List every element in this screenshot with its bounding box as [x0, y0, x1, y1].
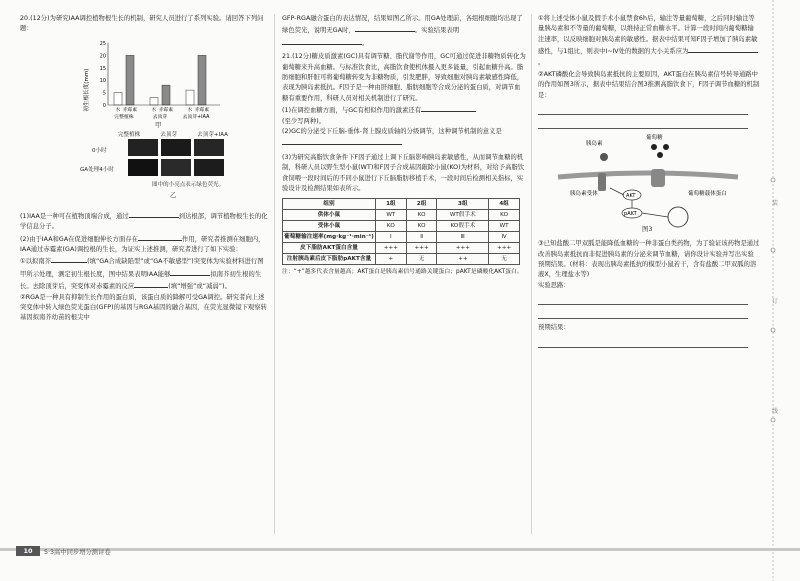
x-sub-label: 水 [115, 107, 121, 113]
diagram-label: 胰岛素 [586, 141, 603, 148]
bar-chart [80, 35, 230, 130]
table-cell: KO [489, 209, 520, 220]
answer-blank[interactable] [282, 37, 362, 45]
table-cell: +++ [406, 242, 437, 253]
q21-heading-text: 21.(12分)糖皮质激素(GC)具有调节糖、脂代谢等作用，GC可通过促进非糖物质转化为葡萄糖来升高血糖。与标准饮食比，高脂饮食使机体摄入更多能量，引起血糖升高。脂肪细胞和肝脏可将葡萄糖转变为非糖物质，引发肥胖，导致细胞对胰岛素敏感性降低，表现为胰岛素抵抗。F因子是一种由肝细胞、脂肪细胞等合成分泌的蛋白质，对调节血糖有重要作用，科研人员对相关机制进行了研究。 [282, 53, 526, 102]
fig-b-caption: 图中的小亮点表示绿色荧光。 [152, 181, 225, 188]
q21-heading [282, 52, 526, 104]
table-cell: KO [376, 220, 407, 231]
table-cell: KO [406, 209, 437, 220]
table-header-cell: 1组 [376, 198, 407, 209]
answer-blank[interactable] [282, 137, 402, 145]
fig-b-row-label: 0小时 [92, 147, 107, 154]
table-cell: WT [489, 220, 520, 231]
table-header-cell: 4组 [489, 198, 520, 209]
y-tick-label: 10 [99, 79, 106, 85]
answer-blank[interactable] [688, 45, 758, 53]
signaling-diagram [538, 133, 760, 233]
experiment-table [282, 198, 520, 265]
q20-p2b: 作用，研究者推测在细胞内，IAA通过赤霉素(GA)调控根的生长，为证实上述推测，研究者进行了如下实验： [20, 235, 265, 254]
edge-char: 线 [772, 408, 779, 415]
figure-a [20, 35, 268, 130]
q21-p6: ③已知盐酸二甲双胍是能降低血糖的一种非蛋白类药物，为了验证该药物是通过改善胰岛素抵抗而非促进胰岛素的分泌来调节血糖，请你设计实验并写出实验预期结果。(材料：表现出胰岛素抵抗的模型小鼠若干，含有盐酸二甲双胍的溶液X，生理盐水等) [538, 240, 760, 279]
vesicle [668, 207, 688, 227]
table-cell: +++ [376, 242, 407, 253]
q20-p1b: 到达根部，调节植物根生长的化学信息分子。 [20, 212, 268, 231]
y-tick-label: 0 [102, 103, 106, 109]
q21-p2a: (2)GC的分泌受下丘脑-垂体-肾上腺皮质轴的分级调节，这种调节机制的意义是 [282, 128, 502, 136]
table-cell: KO [406, 220, 437, 231]
q20-p5b: 。实验结果表明 [414, 27, 460, 35]
figure-3 [538, 133, 760, 233]
bar [114, 92, 122, 104]
table-row [283, 231, 520, 242]
x-category-label: 去顶芽 [152, 114, 168, 120]
y-tick-label: 25 [99, 41, 106, 47]
diagram-label: 胰岛素受体 [570, 191, 598, 198]
table-cell: Ⅳ [489, 231, 520, 242]
table-cell: + [376, 253, 407, 264]
table-header-cell: 组别 [283, 198, 376, 209]
fig-b-col-label: 去顶芽+IAA [197, 131, 228, 138]
table-cell: Ⅰ [376, 231, 407, 242]
x-sub-label: 赤霉素 [159, 107, 173, 113]
bar [126, 55, 134, 105]
q21-p1b: (至少写两种)。 [282, 117, 326, 125]
table-cell: Ⅲ [437, 231, 489, 242]
answer-line[interactable] [538, 115, 748, 129]
q21-p5: ②AKT磷酸化会导致胰岛素抵抗的主要原因，AKT蛋白在胰岛素信号转导通路中的作用如图3所示，据表中结果结合图3推测高脂饮食下，F因子调节血糖的机制是： [538, 71, 760, 99]
q20-p3d: (填“增强”或“减弱”)。 [168, 283, 231, 291]
answer-blank[interactable] [170, 268, 210, 276]
glucose-molecule [663, 144, 669, 150]
pathway-arrow [610, 188, 668, 217]
y-tick-label: 5 [102, 91, 106, 97]
table-cell: 皮下脂肪AKT蛋白含量 [283, 242, 376, 253]
diagram-label: 葡萄糖 [646, 135, 663, 142]
q21-p4: ①将上述受体小鼠及假手术小鼠禁食6h后，输注等量葡萄糖，之后同时输注等量胰岛素和不等量的葡萄糖，以维持正常血糖水平。计算一段时间内葡萄糖输注速率，以反映细胞对胰岛素的敏感性。据表中结果可知F因子增加了胰岛素敏感性，与1组比，则表中Ⅰ~Ⅳ处的数据的大小关系应为 [538, 15, 758, 56]
answer-blank[interactable] [138, 233, 182, 241]
table-cell: KO假手术 [437, 220, 489, 231]
cell-membrane [558, 173, 738, 177]
table-cell: +++ [489, 242, 520, 253]
q21-p3: (3)为研究高脂饮食条件下F因子通过上调下丘脑影响胰岛素敏感性，从而调节血糖的机制，科研人员以野生型小鼠(WT)和F因子合成基因敲除小鼠(KO)为材料，对给予高脂饮食饲喂一段时间后的不同小鼠进行下丘脑脂肪移植手术，一段时间后检测相关指标，实验设计及检测结果如表所示。 [282, 153, 525, 193]
y-tick-label: 20 [99, 54, 106, 60]
glucose-molecule [657, 152, 663, 158]
x-category-label: 完整植株 [114, 114, 134, 120]
q20-p1a: (1)IAA是一种可在植物顶端合成，通过 [20, 212, 129, 220]
glucose-molecule [651, 144, 657, 150]
table-header-cell: 2组 [406, 198, 437, 209]
x-sub-label: 水 [151, 107, 157, 113]
q20-p5: GFP-RGA融合蛋白的表达情况，结果如图乙所示。用GA处理前，各组根细胞均出现了绿色荧光，说明无GA时， [282, 15, 523, 35]
table-cell: +++ [437, 242, 489, 253]
q20-p3a: ①以拟南芥 [20, 258, 52, 266]
table-cell: 无 [406, 253, 437, 264]
figure-3-caption: 图3 [642, 226, 653, 234]
idea-label: 实验思路： [538, 281, 570, 289]
column-divider [531, 14, 532, 534]
micrograph [128, 139, 158, 156]
table-header-cell: 3组 [437, 198, 489, 209]
footer-bar [0, 544, 800, 558]
expect-label: 预期结果： [538, 324, 570, 332]
answer-line[interactable] [538, 291, 748, 305]
insulin-receptor [598, 173, 606, 191]
figure-b-label: 乙 [170, 191, 177, 199]
table-cell: WT [376, 209, 407, 220]
bar [186, 90, 194, 105]
question-20 [20, 14, 268, 324]
diagram-label: pAKT [624, 211, 637, 218]
q21-p1a: (1)在调控血糖方面，与GC有相似作用的激素还有 [282, 107, 422, 115]
micrograph [194, 159, 224, 176]
bar [198, 55, 206, 105]
diagram-label: AKT [626, 193, 636, 200]
diagram-label: 葡萄糖载体蛋白 [688, 191, 727, 198]
table-cell: 葡萄糖输注速率(mg·kg⁻¹·min⁻¹) [283, 231, 376, 242]
answer-blank[interactable] [355, 24, 415, 32]
fig-b-col-label: 去顶芽 [160, 131, 178, 138]
answer-blank[interactable] [129, 210, 179, 218]
q20-p3b: (填“GA合成缺陷型”或“GA不敏感型”)突变体为实验材料进行图甲所示处理，测定初生根长度，图中结果表明IAA能够 [20, 258, 264, 278]
page-number: 10 [16, 546, 40, 556]
edge-char: 订 [772, 298, 779, 305]
answer-line[interactable] [538, 101, 748, 115]
bar [162, 85, 170, 105]
q20-heading: 20.(12分)为研究IAA调控植物根生长的机制，研究人员进行了系列实验。请回答下列问题： [20, 15, 264, 33]
answer-blank[interactable] [134, 280, 168, 288]
table-row [283, 242, 520, 253]
table-note: 注：“+”越多代表含量越高；AKT蛋白是胰岛素信号通路关键蛋白；pAKT是磷酸化AKT蛋白。 [282, 268, 523, 275]
fig-b-col-label: 完整植株 [118, 131, 141, 138]
x-sub-label: 赤霉素 [123, 107, 137, 113]
q20-p3c: 拟南芥初生根的生长。去除顶芽后，突变体对赤霉素的反应 [20, 270, 262, 291]
table-cell: 供体小鼠 [283, 209, 376, 220]
table-cell: WT假手术 [437, 209, 489, 220]
chart-ylabel: 初生根长度(mm) [84, 68, 90, 112]
micrograph [128, 159, 158, 176]
table-cell: 注射胰岛素后皮下脂肪pAKT含量 [283, 253, 376, 264]
answer-line[interactable] [538, 334, 748, 348]
answer-line[interactable] [538, 305, 748, 319]
column-divider [274, 14, 275, 534]
table-cell: 无 [489, 253, 520, 264]
x-category-label: 去顶芽+IAA [182, 114, 210, 120]
micrograph [194, 139, 224, 156]
q20-p2a: (2)由于IAA和GA在促进细胞伸长方面存在 [20, 235, 139, 243]
micrograph [161, 139, 191, 156]
answer-blank[interactable] [51, 255, 87, 263]
footer-title: 5·3高中同步增分测评卷 [44, 549, 111, 556]
question-21: GFP-RGA融合蛋白的表达情况，结果如图乙所示。用GA处理前，各组根细胞均出现了绿色荧光，说明无GA时， 。实验结果表明。 21.(12分)糖皮质激素(GC)具有调节糖、脂代谢等作用，GC可通过促进非糖物质转化为葡萄糖来升高血糖。与标准饮食比，高脂饮食使机体摄入更多能量，引起血糖升高。脂肪细胞和肝脏可将葡萄糖转变为非糖物质，引发肥胖，导致细胞对胰岛素敏感性降低，表现为胰岛素抵抗。F因子是一种由肝细胞、脂肪细胞等合成分泌的蛋白质，对调节血糖有重要作用，科研人员对相关机制进行了研究。 (1)在调控血糖方面，与GC有相似作用的激素还有 (至少写两种)。 (2)GC的分泌受下丘脑-垂体-肾上腺皮质轴的分级调节，这种调节机制的意义是 (3)为研究高脂饮食条件下F因子通过上调下丘脑影响胰岛素敏感性，从而调节血糖的机制，科研人员以野生型小鼠(WT)和F因子合成基因敲除小鼠(KO)为材料，对给予高脂饮食饲喂一段时间后的不同小鼠进行下丘脑脂肪移植手术，一段时间后检测相关指标，实验设计及检测结果如表所示。 组别 1组 2组 3组 4组 供体小鼠 WT KO WT假手术 KO 受体小鼠 KO KO KO假手术 WT 葡萄糖输注速率(mg·kg⁻¹·min⁻¹) Ⅰ Ⅱ Ⅲ Ⅳ 皮下脂肪AKT蛋白含量 +++ +++ +++ +++ 注射胰岛素后皮下脂肪pAKT含量 + 无 ++ 无 注：“+”越多代表含量越高；AKT蛋白是胰岛素信号通路关键蛋白；pAKT是磷酸化AKT蛋白。 [282, 15, 526, 275]
q20-p4: ②RGA是一种具有抑制生长作用的蛋白质，该蛋白质的降解可受GA调控。研究者向上述突变体中转入绿色荧光蛋白(GFP)的基因与RGA基因的融合基因，在荧光显微镜下观察转基因拟南芥幼苗的根尖中 [20, 293, 267, 322]
x-sub-label: 赤霉素 [195, 107, 209, 113]
table-cell: 受体小鼠 [283, 220, 376, 231]
glucose-transporter [651, 169, 665, 187]
y-tick-label: 15 [99, 66, 106, 72]
bar [150, 97, 158, 104]
figure-b [20, 130, 268, 208]
fig-b-row-label: GA处理4小时 [80, 166, 114, 173]
table-row [283, 209, 520, 220]
edge-char: 装 [772, 200, 779, 207]
insulin-molecule [600, 153, 608, 161]
figure-a-label: 甲 [155, 121, 162, 129]
table-row [283, 220, 520, 231]
micrograph [161, 159, 191, 176]
table-cell: Ⅱ [406, 231, 437, 242]
table-row [283, 253, 520, 264]
table-cell: ++ [437, 253, 489, 264]
binding-edge [769, 0, 777, 581]
answer-blank[interactable] [421, 104, 476, 112]
question-21-continued: ①将上述受体小鼠及假手术小鼠禁食6h后，输注等量葡萄糖，之后同时输注等量胰岛素和不等量的葡萄糖，以维持正常血糖水平。计算一段时间内葡萄糖输注速率，以反映细胞对胰岛素的敏感性。据表中结果可知F因子增加了胰岛素敏感性，与1组比，则表中Ⅰ~Ⅳ处的数据的大小关系应为。 ②AKT磷酸化会导致胰岛素抵抗的主要原因，AKT蛋白在胰岛素信号转导通路中的作用如图3所示，据表中结果结合图3推测高脂饮食下，F因子调节血糖的机制是： 胰岛素 葡萄糖 胰岛素受体 AKT pAKT 葡萄糖载体蛋白 图3 ③已知盐酸二甲双胍是能降低血糖的一种非蛋白类药物，为了验证该药物是通过改善胰岛素抵抗而非促进胰岛素的分泌来调节血糖，请你设计实验并写出实验预期结果。(材料：表现出胰岛素抵抗的模型小鼠若干，含有盐酸二甲双胍的溶液X，生理盐水等) 实验思路： 预期结果： [538, 14, 760, 348]
x-sub-label: 水 [187, 107, 193, 113]
table-row [283, 198, 520, 209]
